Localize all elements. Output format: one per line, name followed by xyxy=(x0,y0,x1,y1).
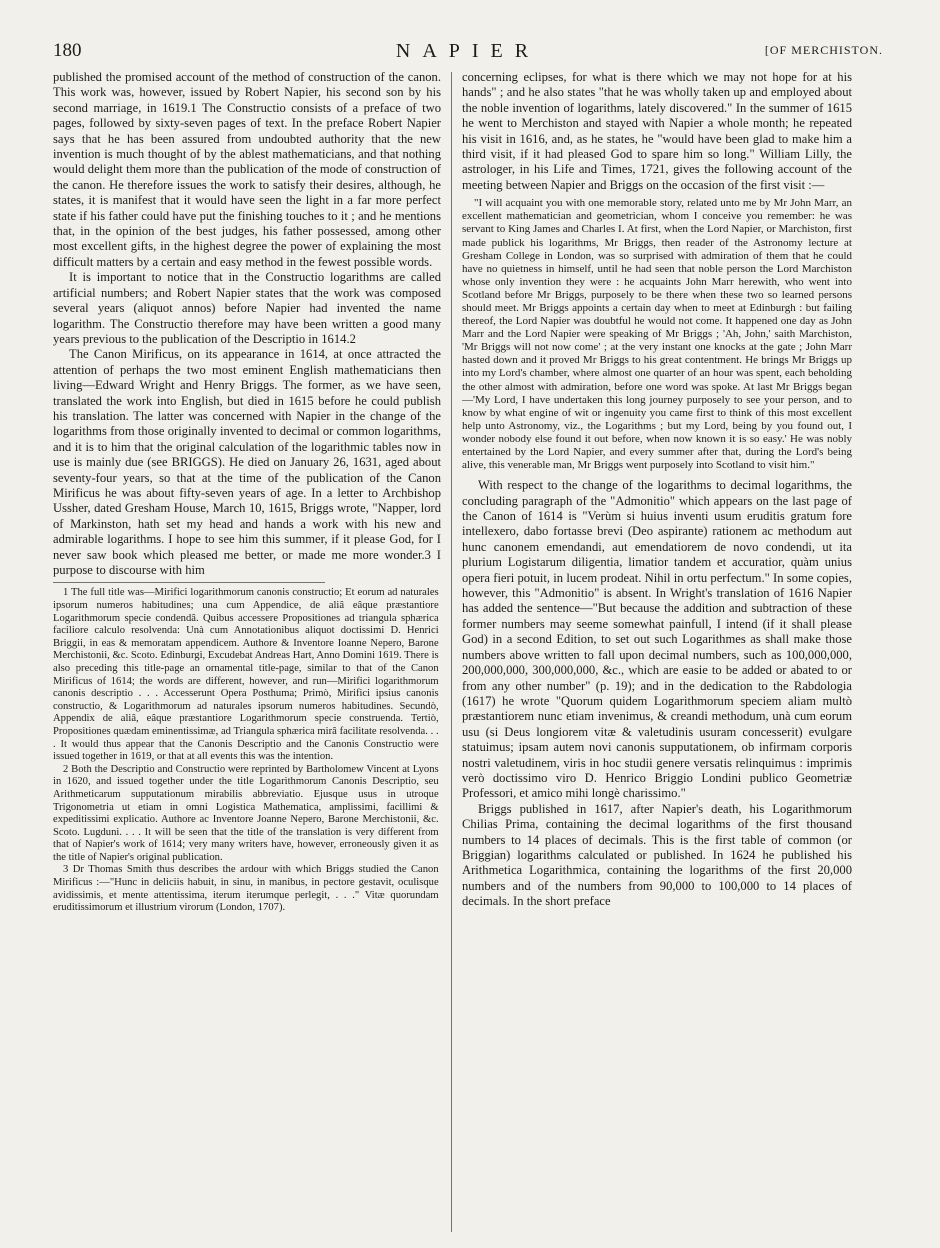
right-column xyxy=(462,70,852,1240)
block-quote xyxy=(462,197,852,472)
body-paragraph: concerning eclipses, for what is there which we may not hope for at his hands" ; and he also states "that he was wholly taken up and employed about the noble invention of logarithms, lately discovered." In the summer of 1615 he went to Merchiston and stayed with Napier a whole month; he repeated his visit in 1616, and, as he states, he "would have been glad to make him a third visit, if it had pleased God to spare him so long." William Lilly, the astrologer, in his Life and Times, 1721, gives the following account of the meeting between Napier and Briggs on the occasion of the first visit :— xyxy=(462,70,852,192)
body-paragraph: With respect to the change of the logarithms to decimal logarithms, the concluding paragraph of the "Admonitio" which appears on the last page of the Canon of 1614 is "Verùm si huius inventi usum eruditis gratum fore intellexero, dabo fortasse brevi (Deo aspirante) rationem ac methodum aut hunc canonem emendandi, aut emendatiorem de novo condendi, ut ita plurium Logistarum diligentia, limatior tandem et accuratior, quàm unius opera fieri potuit, in lucem prodeat. Nihil in ortu perfectum." In some copies, however, this "Admonitio" is absent. In Wright's translation of 1616 Napier has added the sentence—"But because the addition and subtraction of these former numbers may seeme somewhat painfull, I intend (if it shall please God) in a second Edition, to set out such Logarithmes as shall make those numbers above written to fall upon decimal numbers, such as 100,000,000, 200,000,000, 300,000,000, &c., which are easie to be added or abated to or from any other number" (p. 19); and in the dedication to the Rabdologia (1617) he wrote "Quorum quidem Logarithmorum speciem aliam multò præstantiorem nunc etiam invenimus, & creandi methodum, unà cum eorum usu (si Deus longiorem vitæ & valetudinis usuram concesserit) evulgare statuimus; ipsam autem novi canonis supputationem, ob infirmam corporis nostri valetudinem, viris in hoc studii genere versatis relinquimus : imprimis verò doctissimo viro D. Henrico Briggio Londini publico Geometriæ Professori, et amico mihi longè charissimo." xyxy=(462,478,852,801)
running-title: NAPIER xyxy=(395,40,541,62)
body-paragraph: It is important to notice that in the Constructio logarithms are called artificial numbers; and Robert Napier states that the work was composed several years (aliquot annos) before Napier had invented the name logarithm. The Constructio therefore may have been written a good many years previous to the publication of the Descriptio in 1614.2 xyxy=(53,270,441,346)
page-number: 180 xyxy=(53,40,82,61)
footnotes xyxy=(53,582,439,914)
running-subtitle: [OF MERCHISTON. xyxy=(764,43,883,57)
body-paragraph: Briggs published in 1617, after Napier's death, his Logarithmorum Chilias Prima, containing the decimal logarithms of the first thousand numbers to 14 places of decimals. This is the first table of common (or Briggian) logarithms calculated or published. In 1624 he published his Arithmetica Logarithmica, containing the logarithms of the first 20,000 numbers and of the numbers from 90,000 to 100,000 to 14 places of decimals. In the short preface xyxy=(462,801,852,909)
column-divider xyxy=(451,72,452,1232)
footnote: 2 Both the Descriptio and Constructio were reprinted by Bartholomew Vincent at Lyons in 1620, and issued together under the title Logarithmorum Canonis Descriptio, seu Arithmeticarum supputationum mirabilis abbreviatio. Ejusque usus in utroque Trigonometria ut etiam in omni Logistica Mathematica, amplissimi, facillimi & expeditissimi explicatio. Authore ac Inventore Joanne Nepero, Barone Merchistonii, &c. Scoto. Lugduni. . . . It will be seen that the title of the translation is very different from that of Napier's work of 1614; very many writers have, however, erroneously given it as the title of Napier's original publication. xyxy=(53,763,439,863)
footnote: 3 Dr Thomas Smith thus describes the ardour with which Briggs studied the Canon Mirificus :—"Hunc in deliciis habuit, in sinu, in manibus, in pectore gestavit, oculisque avidissimis, et mente attentissima, iterum iterumque perlegit, . . ." Vitæ quorundam eruditissimorum et illustrium virorum (London, 1707). xyxy=(53,864,439,914)
footnote: 1 The full title was—Mirifici logarithmorum canonis constructio; Et eorum ad naturales ipsorum numeros habitudines; una cum Appendice, de aliâ eâque præstantiore Logarithmorum specie condendâ. Quibus accessere Propositiones ad triangula sphærica faciliore calculo resolvenda: Unà cum Annotationibus aliquot doctissimi D. Henrici Briggii, in eas & memoratam appendicem. Authore & Inventore Ioanne Nepero, Barone Merchistonii, &c. Scoto. Edinburgi, Excudebat Andreas Hart, Anno Domini 1619. There is also preceding this title-page an ornamental title-page, similar to that of the Canon Mirificus of 1614; the words are different, however, and run—Mirifici logarithmorum canonis descriptio . . . Accesserunt Opera Posthuma; Primò, Mirifici ipsius canonis constructio, & Logarithmorum ad naturales ipsorum numeros habitudines. Secundò, Appendix de aliâ, eâque præstantiore Logarithmorum specie construenda. Tertiò, Propositiones quædam eminentissimæ, ad Triangula sphærica mirâ facilitate resolvenda. . . . It would thus appear that the Canonis Descriptio and the Canonis Constructio were issued together in 1619, or that at all events this was the intention. xyxy=(53,587,439,763)
quote-text: "I will acquaint you with one memorable story, related unto me by Mr John Marr, an excellent mathematician and geometrician, whom I conceive you remember: he was servant to King James and Charles I. At first, when the Lord Napier, or Marchiston, first made publick his logarithms, Mr Briggs, then reader of the Astronomy lecture at Gresham College in London, was so surprised with admiration of them that he could have no quietness in himself, until he had seen that noble person the Lord Marchiston whose only invention they were : he acquaints John Marr herewith, who went into Scotland before Mr Briggs, purposely to be there when these two so learned persons should meet. Mr Briggs appoints a certain day when to meet at Edinburgh : but failing thereof, the Lord Napier was doubtful he would not come. It happened one day as John Marr and the Lord Napier were speaking of Mr Briggs ; 'Ah, John,' saith Marchiston, 'Mr Briggs will not now come' ; at the very instant one knocks at the gate ; John Marr hasted down and it proved Mr Briggs to his great contentment. He brings Mr Briggs up into my Lord's chamber, where almost one quarter of an hour was spent, each beholding the other almost with admiration, before one word was spoke. At last Mr Briggs began—'My Lord, I have undertaken this long journey purposely to see your person, and to know by what engine of wit or ingenuity you came first to think of this most excellent help unto Astronomy, viz., the Logarithms ; but my Lord, being by you found out, I wonder nobody else found it out before, when now known it is so easy.' He was nobly entertained by the Lord Napier, and every summer after that, during the Lord's being alive, this venerable man, Mr Briggs went purposely into Scotland to visit him." xyxy=(462,197,852,472)
left-column xyxy=(53,70,441,1240)
body-paragraph: The Canon Mirificus, on its appearance in 1614, at once attracted the attention of perhaps the two most eminent English mathematicians then living—Edward Wright and Henry Briggs. The former, as we have seen, translated the work into English, but died in 1615 before he could publish his translation. The latter was concerned with Napier in the change of the logarithms from those originally invented to decimal or common logarithms, and it is to him that the original calculation of the logarithmic tables now in use is mainly due (see BRIGGS). He died on January 26, 1631, aged about seventy-four years, so that at the time of the publication of the Canon Mirificus he was about fifty-seven years of age. In a letter to Archbishop Ussher, dated Gresham House, March 10, 1615, Briggs wrote, "Napper, lord of Markinston, hath set my head and hands a work with his new and admirable logarithms. I hope to see him this summer, if it please God, for I never saw book which pleased me better, or made me more wonder.3 I purpose to discourse with him xyxy=(53,347,441,577)
body-paragraph: published the promised account of the method of construction of the canon. This work was, however, issued by Robert Napier, his second son by his second marriage, in 1619.1 The Constructio consists of a preface of two pages, followed by sixty-seven pages of text. In the preface Robert Napier says that he has been assured from undoubted authority that the new invention is much thought of by the ablest mathematicians, and that nothing would delight them more than the publication of the mode of construction of the canon. He therefore issues the work to satisfy their desires, although, he states, it is manifest that it would have seen the light in a far more perfect state if his father could have put the finishing touches to it ; and he mentions that, in the opinion of the best judges, his father possessed, among other most excellent gifts, in the highest degree the power of explaining the most difficult matters by a certain and easy method in the fewest possible words. xyxy=(53,70,441,269)
running-header xyxy=(53,40,883,66)
